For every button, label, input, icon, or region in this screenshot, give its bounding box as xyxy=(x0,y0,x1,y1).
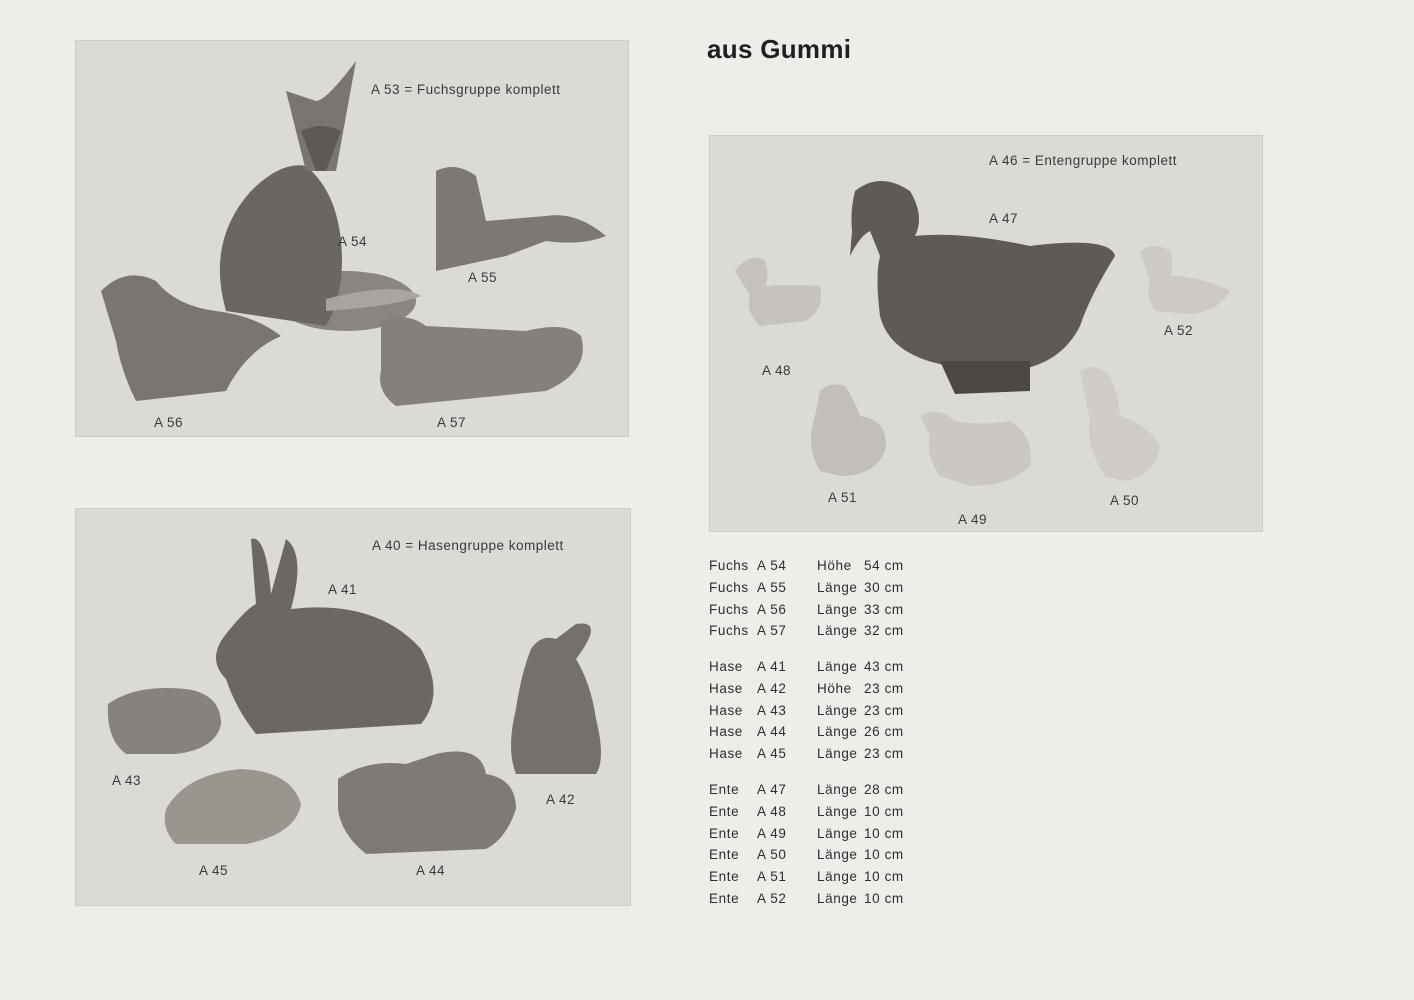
hare-figurines-illustration xyxy=(76,509,630,905)
spec-code: A 57 xyxy=(757,623,787,639)
fox-group-label: A 53 = Fuchsgruppe komplett xyxy=(371,82,561,97)
duck-label-a52: A 52 xyxy=(1164,323,1194,338)
duck-label-a50: A 50 xyxy=(1110,493,1140,508)
duck-label-a49: A 49 xyxy=(958,512,988,527)
spec-code: A 42 xyxy=(757,680,787,696)
spec-animal: Ente xyxy=(709,847,740,863)
spec-value: 10 cm xyxy=(864,847,904,863)
spec-code: A 54 xyxy=(757,558,787,573)
spec-dimension: Länge xyxy=(817,803,858,819)
spec-value: 26 cm xyxy=(864,724,904,740)
spec-code: A 51 xyxy=(757,869,787,885)
spec-value: 32 cm xyxy=(864,623,904,639)
spec-code: A 43 xyxy=(757,702,787,718)
spec-value: 23 cm xyxy=(864,680,904,696)
spec-code: A 49 xyxy=(757,825,787,841)
spec-dimension: Länge xyxy=(817,825,858,841)
spec-animal: Ente xyxy=(709,890,740,906)
spec-dimension: Länge xyxy=(817,579,858,595)
fox-label-a57: A 57 xyxy=(437,415,467,430)
spec-animal: Hase xyxy=(709,659,743,674)
hare-group-label: A 40 = Hasengruppe komplett xyxy=(372,538,564,553)
spec-animal: Fuchs xyxy=(709,579,749,595)
hare-label-a44: A 44 xyxy=(416,863,446,878)
spec-value: 54 cm xyxy=(864,558,904,573)
spec-dimension: Höhe xyxy=(817,558,852,573)
spec-value: 30 cm xyxy=(864,579,904,595)
spec-value: 33 cm xyxy=(864,601,904,617)
duck-group-photo xyxy=(709,135,1263,532)
fox-group-photo xyxy=(75,40,629,437)
fox-label-a54: A 54 xyxy=(338,234,368,249)
hare-group-photo xyxy=(75,508,631,906)
spec-animal: Ente xyxy=(709,869,740,885)
fox-label-a56: A 56 xyxy=(154,415,184,430)
spec-value: 43 cm xyxy=(864,659,904,674)
spec-code: A 47 xyxy=(757,782,787,797)
spec-dimension: Länge xyxy=(817,702,858,718)
spec-dimension: Länge xyxy=(817,623,858,639)
spec-code: A 48 xyxy=(757,803,787,819)
fox-label-a55: A 55 xyxy=(468,270,498,285)
spec-animal: Ente xyxy=(709,803,740,819)
spec-animal: Ente xyxy=(709,825,740,841)
spec-code: A 52 xyxy=(757,890,787,906)
hare-label-a45: A 45 xyxy=(199,863,229,878)
spec-dimension: Länge xyxy=(817,601,858,617)
hare-label-a42: A 42 xyxy=(546,792,576,807)
spec-code: A 41 xyxy=(757,659,787,674)
hare-label-a43: A 43 xyxy=(112,773,142,788)
spec-animal: Hase xyxy=(709,746,743,762)
spec-animal: Ente xyxy=(709,782,740,797)
duck-label-a48: A 48 xyxy=(762,363,792,378)
spec-dimension: Länge xyxy=(817,659,858,674)
duck-label-a51: A 51 xyxy=(828,490,858,505)
spec-dimension: Länge xyxy=(817,890,858,906)
page-heading: aus Gummi xyxy=(707,34,852,64)
spec-animal: Fuchs xyxy=(709,601,749,617)
spec-code: A 55 xyxy=(757,579,787,595)
spec-value: 28 cm xyxy=(864,782,904,797)
spec-animal: Hase xyxy=(709,680,743,696)
spec-value: 10 cm xyxy=(864,890,904,906)
spec-code: A 50 xyxy=(757,847,787,863)
spec-dimension: Länge xyxy=(817,724,858,740)
spec-animal: Hase xyxy=(709,724,743,740)
spec-dimension: Höhe xyxy=(817,680,852,696)
spec-code: A 44 xyxy=(757,724,787,740)
spec-value: 10 cm xyxy=(864,803,904,819)
spec-value: 23 cm xyxy=(864,702,904,718)
spec-code: A 45 xyxy=(757,746,787,762)
spec-animal: Fuchs xyxy=(709,558,749,573)
spec-dimension: Länge xyxy=(817,746,858,762)
spec-value: 10 cm xyxy=(864,825,904,841)
spec-dimension: Länge xyxy=(817,782,858,797)
spec-value: 10 cm xyxy=(864,869,904,885)
spec-value: 23 cm xyxy=(864,746,904,762)
spec-animal: Fuchs xyxy=(709,623,749,639)
duck-label-a47: A 47 xyxy=(989,211,1019,226)
spec-dimension: Länge xyxy=(817,847,858,863)
spec-animal: Hase xyxy=(709,702,743,718)
duck-group-label: A 46 = Entengruppe komplett xyxy=(989,153,1177,168)
spec-code: A 56 xyxy=(757,601,787,617)
hare-label-a41: A 41 xyxy=(328,582,358,597)
spec-dimension: Länge xyxy=(817,869,858,885)
